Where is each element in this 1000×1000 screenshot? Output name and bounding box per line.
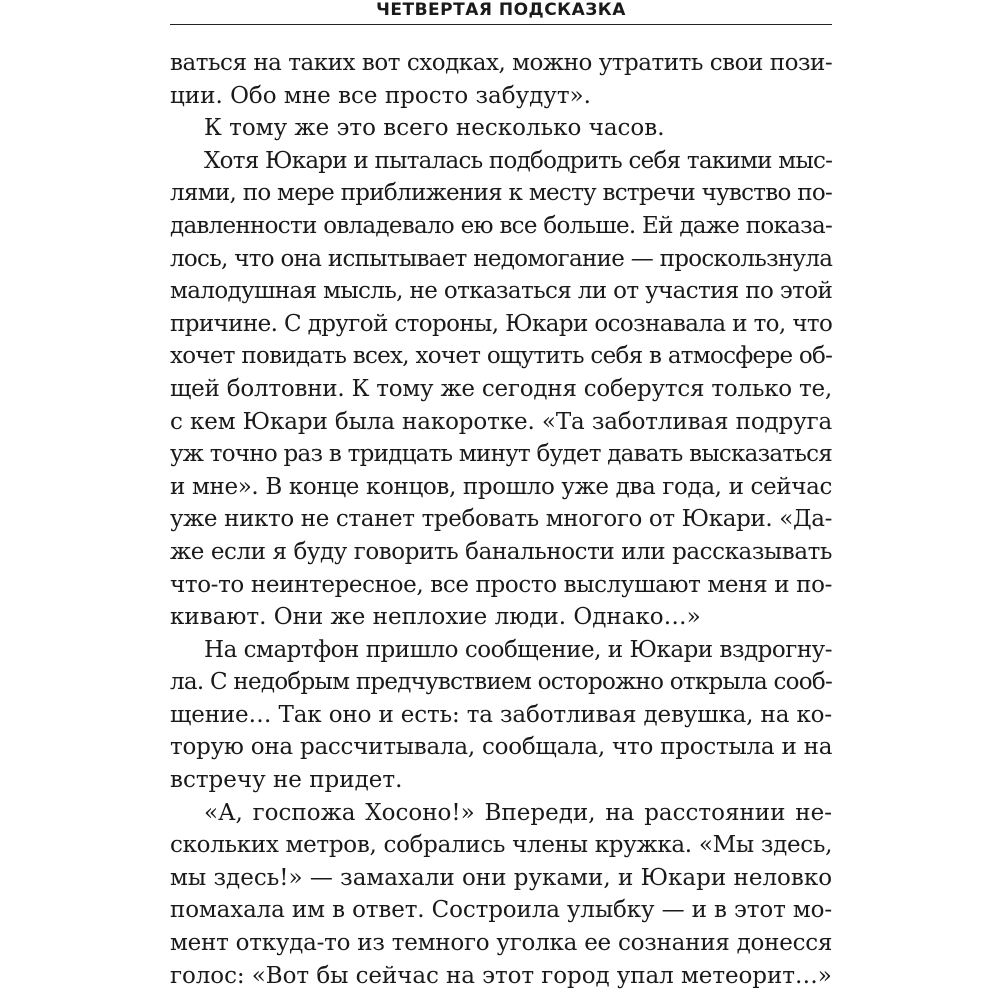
text-line: ла. С недобрым предчувствием осторожно открыла сооб- [170, 669, 832, 696]
text-line: щение… Так оно и есть: та заботливая девушка, на ко- [170, 701, 832, 728]
text-line: На смартфон пришло сообщение, и Юкари вздрогну- [204, 636, 832, 663]
body-text [170, 47, 832, 992]
text-line: причине. С другой стороны, Юкари осознавала и то, что [170, 310, 833, 337]
text-line: с кем Юкари была накоротке. «Та заботливая подруга [170, 408, 833, 435]
running-head-title: ЧЕТВЕРТАЯ ПОДСКАЗКА [376, 0, 626, 20]
text-line: ваться на таких вот сходках, можно утратить свои пози- [170, 50, 833, 76]
text-line: что-то неинтересное, все просто выслушают меня и по- [170, 571, 832, 598]
text-line: хочет повидать всех, хочет ощутить себя в атмосфере об- [170, 343, 833, 370]
text-line: помахала им в ответ. Состроила улыбку — и в этот мо- [170, 897, 832, 924]
text-line: и мне». В конце концов, прошло уже два года, и сейчас [170, 473, 832, 500]
text-line: мы здесь!» — замахали они руками, и Юкари неловко [170, 864, 833, 891]
header-rule [170, 24, 832, 25]
text-line: встречу не придет. [170, 767, 403, 794]
text-line: же если я буду говорить банальности или рассказывать [170, 538, 832, 565]
text-line: кивают. Они же неплохие люди. Однако…» [170, 604, 701, 631]
text-line: К тому же это всего несколько часов. [204, 115, 665, 142]
text-line: уже никто не станет требовать многого от Юкари. «Да- [170, 506, 832, 533]
text-line: малодушная мысль, не отказаться ли от участия по этой [170, 278, 833, 305]
text-line: голос: «Вот бы сейчас на этот город упал метеорит…» [170, 962, 832, 989]
text-line: «А, госпожа Хосоно!» Впереди, на расстоянии не- [204, 799, 832, 826]
text-line: ции. Обо мне все просто забудут». [170, 82, 591, 109]
text-line: торую она рассчитывала, сообщала, что простыла и на [170, 734, 833, 761]
text-line: лями, по мере приближения к месту встречи чувство по- [170, 180, 833, 207]
text-line: давленности овладевало ею все больше. Ей даже показа- [170, 212, 832, 239]
text-line: скольких метров, собрались члены кружка. «Мы здесь, [170, 832, 833, 859]
text-line: щей болтовни. К тому же сегодня соберутся только те, [170, 375, 832, 402]
text-line: уж точно раз в тридцать минут будет давать высказаться [170, 441, 832, 468]
text-line: лось, что она испытывает недомогание — проскользнула [170, 245, 833, 272]
text-line: мент откуда-то из темного уголка ее сознания донесся [170, 930, 833, 957]
text-line: Хотя Юкари и пыталась подбодрить себя такими мыс- [204, 147, 833, 174]
